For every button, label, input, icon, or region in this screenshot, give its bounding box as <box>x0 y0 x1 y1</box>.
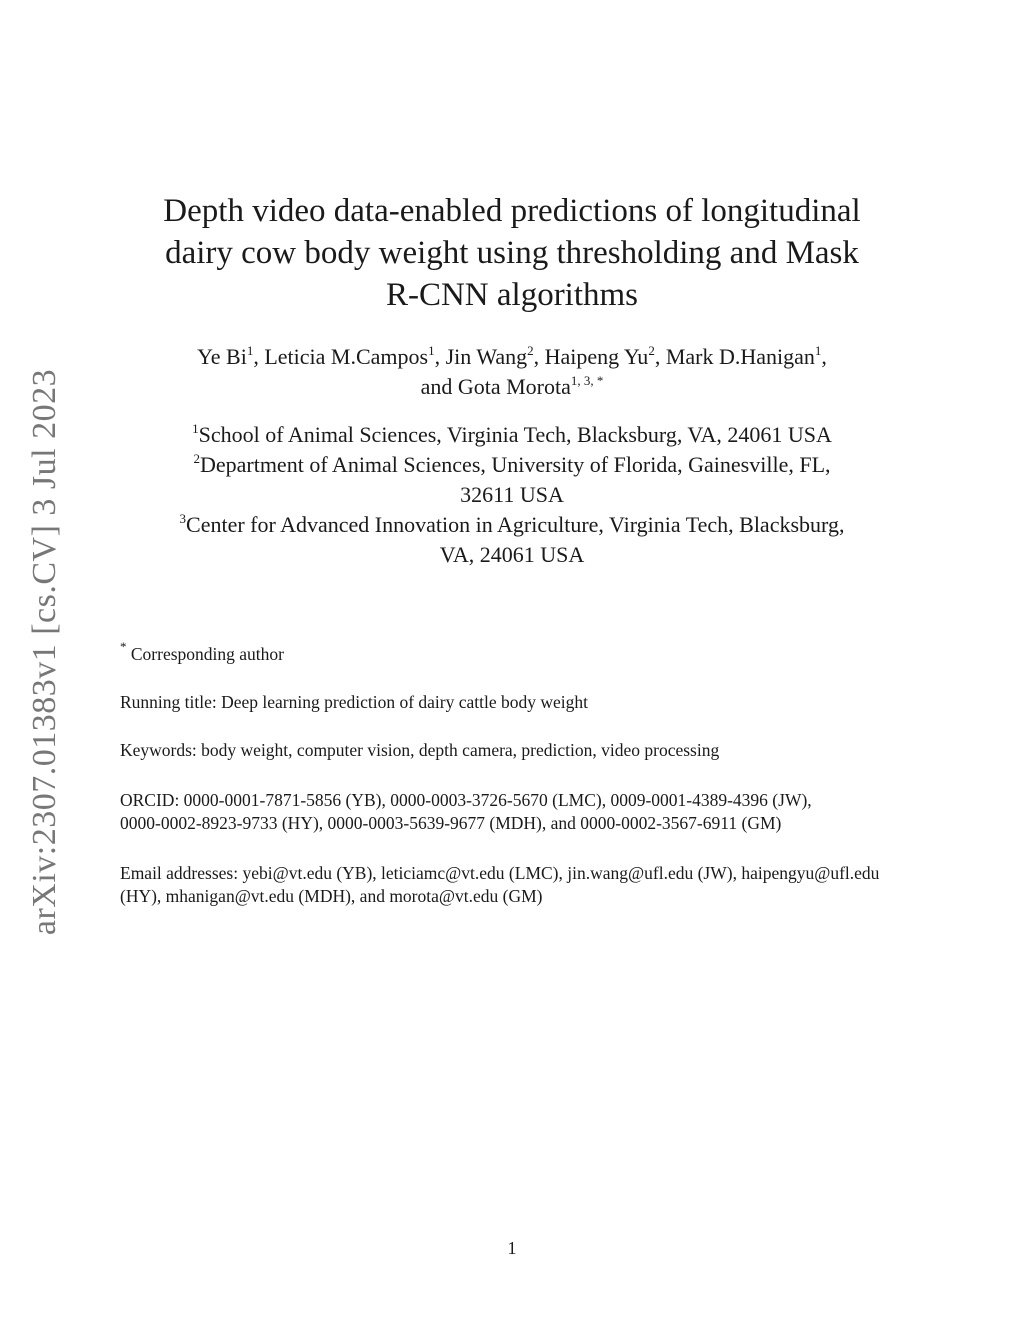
orcid-line: 0000-0002-8923-9733 (HY), 0000-0003-5639-9677 (MDH), and 0000-0002-3567-6911 (GM) <box>120 813 782 833</box>
author-name: Jin Wang <box>445 344 528 369</box>
title-line-1: Depth video data-enabled predictions of longitudinal <box>163 193 861 229</box>
author-affil-mark: 1 <box>814 343 822 358</box>
corresponding-text: Corresponding author <box>130 644 284 664</box>
paper-title <box>110 190 914 316</box>
corresponding-author-note <box>120 639 1020 666</box>
keywords: Keywords: body weight, computer vision, depth camera, prediction, video processing <box>120 740 720 760</box>
author-affil-mark: 2 <box>527 343 534 358</box>
title-line-3: R-CNN algorithms <box>385 277 639 313</box>
author-affil-mark: 1 <box>246 343 254 358</box>
email-line: Email addresses: yebi@vt.edu (YB), leticiamc@vt.edu (LMC), jin.wang@ufl.edu (JW), haipengyu@ufl.edu <box>120 863 880 883</box>
author-affil-mark: 2 <box>648 343 655 358</box>
orcid-line: ORCID: 0000-0001-7871-5856 (YB), 0000-0003-3726-5670 (LMC), 0009-0001-4389-4396 (JW), <box>120 790 812 810</box>
author-name: Leticia M.Campos <box>264 344 429 369</box>
affil-text: Department of Animal Sciences, University of Florida, Gainesville, FL, <box>199 452 831 477</box>
affil-mark: 2 <box>193 451 200 466</box>
affiliation-1 <box>110 420 914 450</box>
email-line: (HY), mhanigan@vt.edu (MDH), and morota@vt.edu (GM) <box>120 886 543 906</box>
author-conjunction: and <box>420 374 453 399</box>
affil-text: 32611 USA <box>460 482 564 507</box>
affil-mark: 1 <box>192 421 199 436</box>
affiliation-3 <box>110 510 914 570</box>
orcid-list <box>120 789 1020 835</box>
affil-text: VA, 24061 USA <box>439 542 585 567</box>
affiliation-2 <box>110 450 914 510</box>
corresponding-mark: * <box>120 639 127 654</box>
running-title: Running title: Deep learning prediction of dairy cattle body weight <box>120 692 588 712</box>
affil-text: Center for Advanced Innovation in Agriculture, Virginia Tech, Blacksburg, <box>186 512 845 537</box>
author-affil-mark: 1, 3, * <box>570 373 604 388</box>
author-list: Ye Bi$^1$, Leticia M.Campos$^1$, Jin Wang$^2$, Haipeng Yu$^2$, Mark D.Hanigan$^1$, and Gota Morota$^{1, 3, *}$ <box>197 343 827 399</box>
author-name: Ye Bi <box>197 344 247 369</box>
affil-text: School of Animal Sciences, Virginia Tech, Blacksburg, VA, 24061 USA <box>198 422 832 447</box>
title-line-2: dairy cow body weight using thresholding and Mask <box>165 235 859 271</box>
author-name: Haipeng Yu <box>544 344 649 369</box>
author-name: Mark D.Hanigan <box>665 344 815 369</box>
author-affil-mark: 1 <box>428 343 435 358</box>
affiliation-list <box>110 420 914 570</box>
arxiv-id[interactable]: arXiv:2307.01383v1 [cs.CV] 3 Jul 2023 <box>26 368 63 936</box>
arxiv-stamp <box>14 368 76 936</box>
affil-mark: 3 <box>179 511 187 526</box>
page-number: 1 <box>507 1238 517 1258</box>
email-addresses <box>120 862 1020 908</box>
author-name: Gota Morota <box>457 374 571 399</box>
